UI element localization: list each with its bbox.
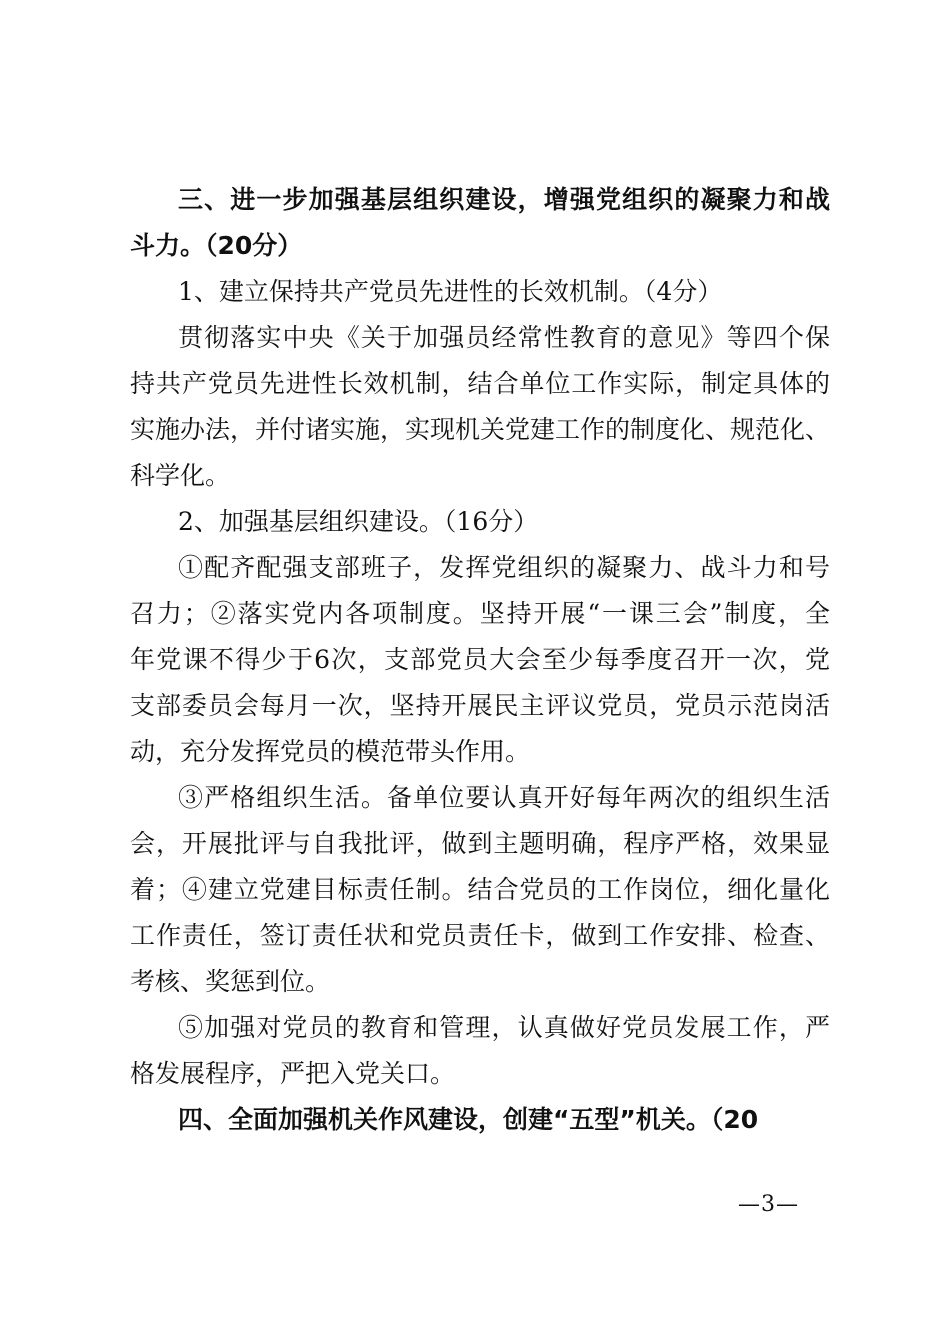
- text-line: 贯彻落实中央《关于加强员经常性教育的意见》等四个保: [178, 323, 830, 352]
- text-line: 斗力。（20分）: [130, 231, 303, 260]
- text-line: 支部委员会每月一次，坚持开展民主评议党员，党员示范岗活: [130, 691, 830, 720]
- section-heading: [130, 1097, 830, 1143]
- document-body: [130, 177, 830, 1143]
- text-line: 动，充分发挥党员的模范带头作用。: [130, 737, 531, 766]
- paragraph: [130, 775, 830, 1005]
- text-line: 四、全面加强机关作风建设，创建“五型”机关。（20: [178, 1105, 759, 1134]
- text-line: 工作责任，签订责任状和党员责任卡，做到工作安排、检查、: [130, 921, 830, 950]
- text-line: 召力；②落实党内各项制度。坚持开展“一课三会”制度，全: [130, 599, 830, 628]
- paragraph: [130, 315, 830, 499]
- text-line: 会，开展批评与自我批评，做到主题明确，程序严格，效果显: [130, 829, 830, 858]
- text-line: ⑤加强对党员的教育和管理，认真做好党员发展工作，严: [178, 1013, 830, 1042]
- text-line: ①配齐配强支部班子，发挥党组织的凝聚力、战斗力和号: [178, 553, 830, 582]
- paragraph: [130, 545, 830, 775]
- text-line: 三、进一步加强基层组织建设，增强党组织的凝聚力和战: [178, 185, 830, 214]
- text-line: 持共产党员先进性长效机制，结合单位工作实际，制定具体的: [130, 369, 830, 398]
- subsection-heading: [130, 499, 830, 545]
- subsection-heading: [130, 269, 830, 315]
- text-line: 年党课不得少于6次，支部党员大会至少每季度召开一次，党: [130, 645, 830, 674]
- text-line: 2、加强基层组织建设。（16分）: [178, 507, 539, 536]
- text-line: 实施办法，并付诸实施，实现机关党建工作的制度化、规范化、: [130, 415, 831, 444]
- text-line: ③严格组织生活。备单位要认真开好每年两次的组织生活: [178, 783, 830, 812]
- section-heading: [130, 177, 830, 269]
- text-line: 1、建立保持共产党员先进性的长效机制。（4分）: [178, 277, 723, 306]
- text-line: 格发展程序，严把入党关口。: [130, 1059, 456, 1088]
- text-line: 科学化。: [130, 461, 231, 490]
- text-line: 考核、奖惩到位。: [130, 967, 331, 996]
- paragraph: [130, 1005, 830, 1097]
- page-number: —3—: [738, 1192, 799, 1217]
- text-line: 着；④建立党建目标责任制。结合党员的工作岗位，细化量化: [130, 875, 830, 904]
